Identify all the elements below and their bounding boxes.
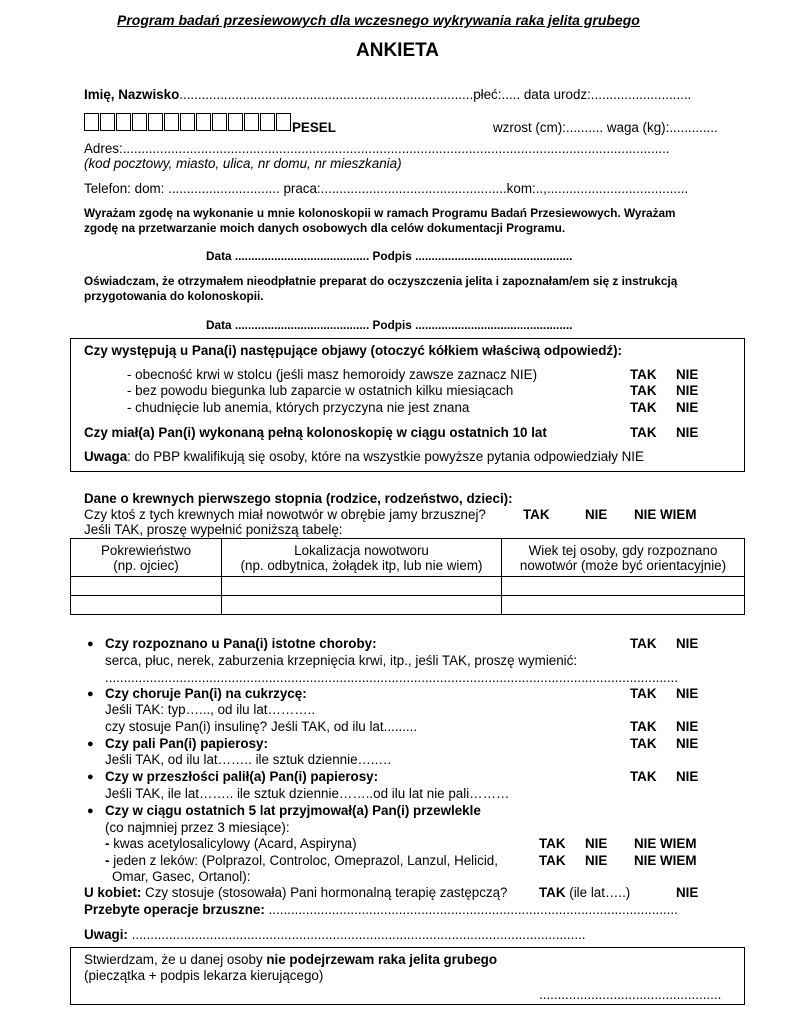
consent-text-2b: przygotowania do kolonoskopii. [84,289,264,303]
remarks-field[interactable]: Uwagi: .......................................................................................................................... [84,927,586,942]
pesel-label: PESEL [292,120,336,135]
consent-signature-2[interactable]: Data ......................................... Podpis ................................................ [206,318,573,332]
answer-dont-know[interactable]: NIE WIEM [634,836,697,851]
answer-yes[interactable]: TAK [630,425,657,440]
table-header-row [71,539,745,577]
answer-no[interactable]: NIE [676,400,699,415]
address-label: Adres: [84,141,123,156]
answer-no[interactable]: NIE [676,719,699,734]
smoking-question: Czy pali Pan(i) papierosy: [105,736,268,751]
smoking-details[interactable]: Jeśli TAK, od ilu lat…….. ile sztuk dziennie…..… [105,752,392,767]
doctor-signature-field[interactable]: ................................................. [539,987,722,1002]
diabetes-question: Czy choruje Pan(i) na cukrzycę: [105,686,307,701]
diseases-field[interactable]: .......................................................................................................................................................... [105,670,678,685]
relatives-table [70,538,745,615]
consent-text-1a: Wyrażam zgodę na wykonanie u mnie kolonoskopii w ramach Programu Badań Przesiewowych. Wyrażam [84,206,676,220]
column-header: Lokalizacja nowotworu (np. odbytnica, żołądek itp, lub nie wiem) [222,539,502,577]
answer-dont-know[interactable]: NIE WIEM [634,853,697,868]
past-smoking-details[interactable]: Jeśli TAK, ile lat…….. ile sztuk dziennie……..od ilu lat nie pali……… [105,786,510,801]
answer-no[interactable]: NIE [676,885,699,900]
symptom-weight-loss: - chudnięcie lub anemia, których przyczyna nie jest znana [127,400,470,415]
symptom-blood: - obecność krwi w stolcu (jeśli masz hemoroidy zawsze zaznacz NIE) [127,367,538,382]
hrt-yes[interactable]: TAK (ile lat…..) [539,885,631,900]
answer-yes[interactable]: TAK [539,836,566,851]
consent-text-1b: zgodę na przetwarzanie moich danych osobowych dla celów dokumentacji Programu. [84,221,566,235]
consent-signature-1[interactable]: Data ......................................... Podpis ................................................ [206,249,573,263]
answer-yes[interactable]: TAK [630,686,657,701]
consent-text-2a: Oświadczam, że otrzymałem nieodpłatnie preparat do oczyszczenia jelita i zapoznałam/em się z instrukcją [84,274,678,288]
answer-no[interactable]: NIE [585,836,608,851]
bullet-icon: ● [87,805,94,817]
diabetes-type-field[interactable]: Jeśli TAK: typ…..., od ilu lat……….. [105,702,316,717]
answer-yes[interactable]: TAK [539,853,566,868]
program-title: Program badań przesiewowych dla wczesnego wykrywania raka jelita grubego [117,12,640,28]
answer-yes[interactable]: TAK [630,400,657,415]
bullet-icon: ● [87,638,94,650]
diseases-question: Czy rozpoznano u Pana(i) istotne choroby: [105,636,377,651]
answer-dont-know[interactable]: NIE WIEM [634,507,697,522]
medication-aspirin: - kwas acetylosalicylowy (Acard, Aspiryna) [105,836,357,851]
past-smoking-question: Czy w przeszłości palił(a) Pan(i) papierosy: [105,769,379,784]
answer-yes[interactable]: TAK [523,507,550,522]
answer-yes[interactable]: TAK [630,719,657,734]
answer-no[interactable]: NIE [676,425,699,440]
bullet-icon: ● [87,771,94,783]
height-weight-field[interactable]: wzrost (cm):.......... waga (kg):............. [493,120,718,135]
relatives-instruction: Jeśli TAK, proszę wypełnić poniższą tabelę: [84,522,343,537]
answer-yes[interactable]: TAK [630,367,657,382]
symptoms-heading: Czy występują u Pana(i) następujące objawy (otoczyć kółkiem właściwą odpowiedź): [84,343,622,358]
birthdate-field[interactable]: data urodz:........................... [523,87,692,102]
medication-question: Czy w ciągu ostatnich 5 lat przyjmował(a) Pan(i) przewlekle [105,803,481,818]
name-line [84,87,691,102]
answer-no[interactable]: NIE [676,686,699,701]
answer-no[interactable]: NIE [676,383,699,398]
diseases-subtext: serca, płuc, nerek, zaburzenia krzepnięcia krwi, itp., jeśli TAK, proszę wymienić: [105,653,578,668]
hrt-question: U kobiet: Czy stosuje (stosowała) Pani hormonalną terapię zastępczą? [84,885,508,900]
sex-field[interactable]: płeć:..... [473,87,521,102]
pesel-boxes[interactable] [84,113,292,131]
doctor-statement: Stwierdzam, że u danej osoby nie podejrzewam raka jelita grubego [84,952,498,967]
column-header: Pokrewieństwo (np. ojciec) [71,539,222,577]
page-title: ANKIETA [356,40,440,61]
relatives-question: Czy ktoś z tych krewnych miał nowotwór w obrębie jamy brzusznej? [84,507,486,522]
answer-no[interactable]: NIE [676,736,699,751]
medication-ppi: - jeden z leków: (Polprazol, Controloc, Omeprazol, Lanzul, Helicid, [105,853,498,868]
answer-no[interactable]: NIE [585,507,608,522]
eligibility-note: Uwaga: do PBP kwalifikują się osoby, które na wszystkie powyższe pytania odpowiedziały NIE [84,449,644,464]
medication-subtext: (co najmniej przez 3 miesiące): [105,820,290,835]
address-hint: (kod pocztowy, miasto, ulica, nr domu, nr mieszkania) [84,156,402,171]
name-label: Imię, Nazwisko [84,87,180,102]
bullet-icon: ● [87,688,94,700]
doctor-signature-hint: (pieczątka + podpis lekarza kierującego) [84,968,324,983]
answer-no[interactable]: NIE [676,769,699,784]
symptom-diarrhea: - bez powodu biegunka lub zaparcie w ostatnich kilku miesiącach [127,383,514,398]
insulin-question: czy stosuje Pan(i) insulinę? Jeśli TAK, od ilu lat......... [105,719,418,734]
answer-no[interactable]: NIE [676,367,699,382]
colonoscopy-question: Czy miał(a) Pan(i) wykonaną pełną kolonoskopię w ciągu ostatnich 10 lat [84,425,547,440]
medication-ppi-cont: Omar, Gasec, Ortanol): [112,869,251,884]
surgery-field[interactable]: Przebyte operacje brzuszne: .............................................................................................................. [84,902,678,917]
answer-yes[interactable]: TAK [630,736,657,751]
answer-no[interactable]: NIE [676,636,699,651]
answer-yes[interactable]: TAK [630,769,657,784]
phone-line[interactable]: Telefon: dom: .............................. praca:..................................................kom:..,...................................... [84,181,689,196]
name-field[interactable]: ............................................................................... [179,87,474,102]
column-header: Wiek tej osoby, gdy rozpoznano nowotwór (może być orientacyjnie) [502,539,745,577]
answer-yes[interactable]: TAK [630,383,657,398]
address-line[interactable]: Adres:................................................................................................................................................... [84,141,670,156]
table-row[interactable] [71,596,745,615]
table-row[interactable] [71,577,745,596]
relatives-heading: Dane o krewnych pierwszego stopnia (rodzice, rodzeństwo, dzieci): [84,491,513,506]
bullet-icon: ● [87,738,94,750]
answer-no[interactable]: NIE [585,853,608,868]
answer-yes[interactable]: TAK [630,636,657,651]
